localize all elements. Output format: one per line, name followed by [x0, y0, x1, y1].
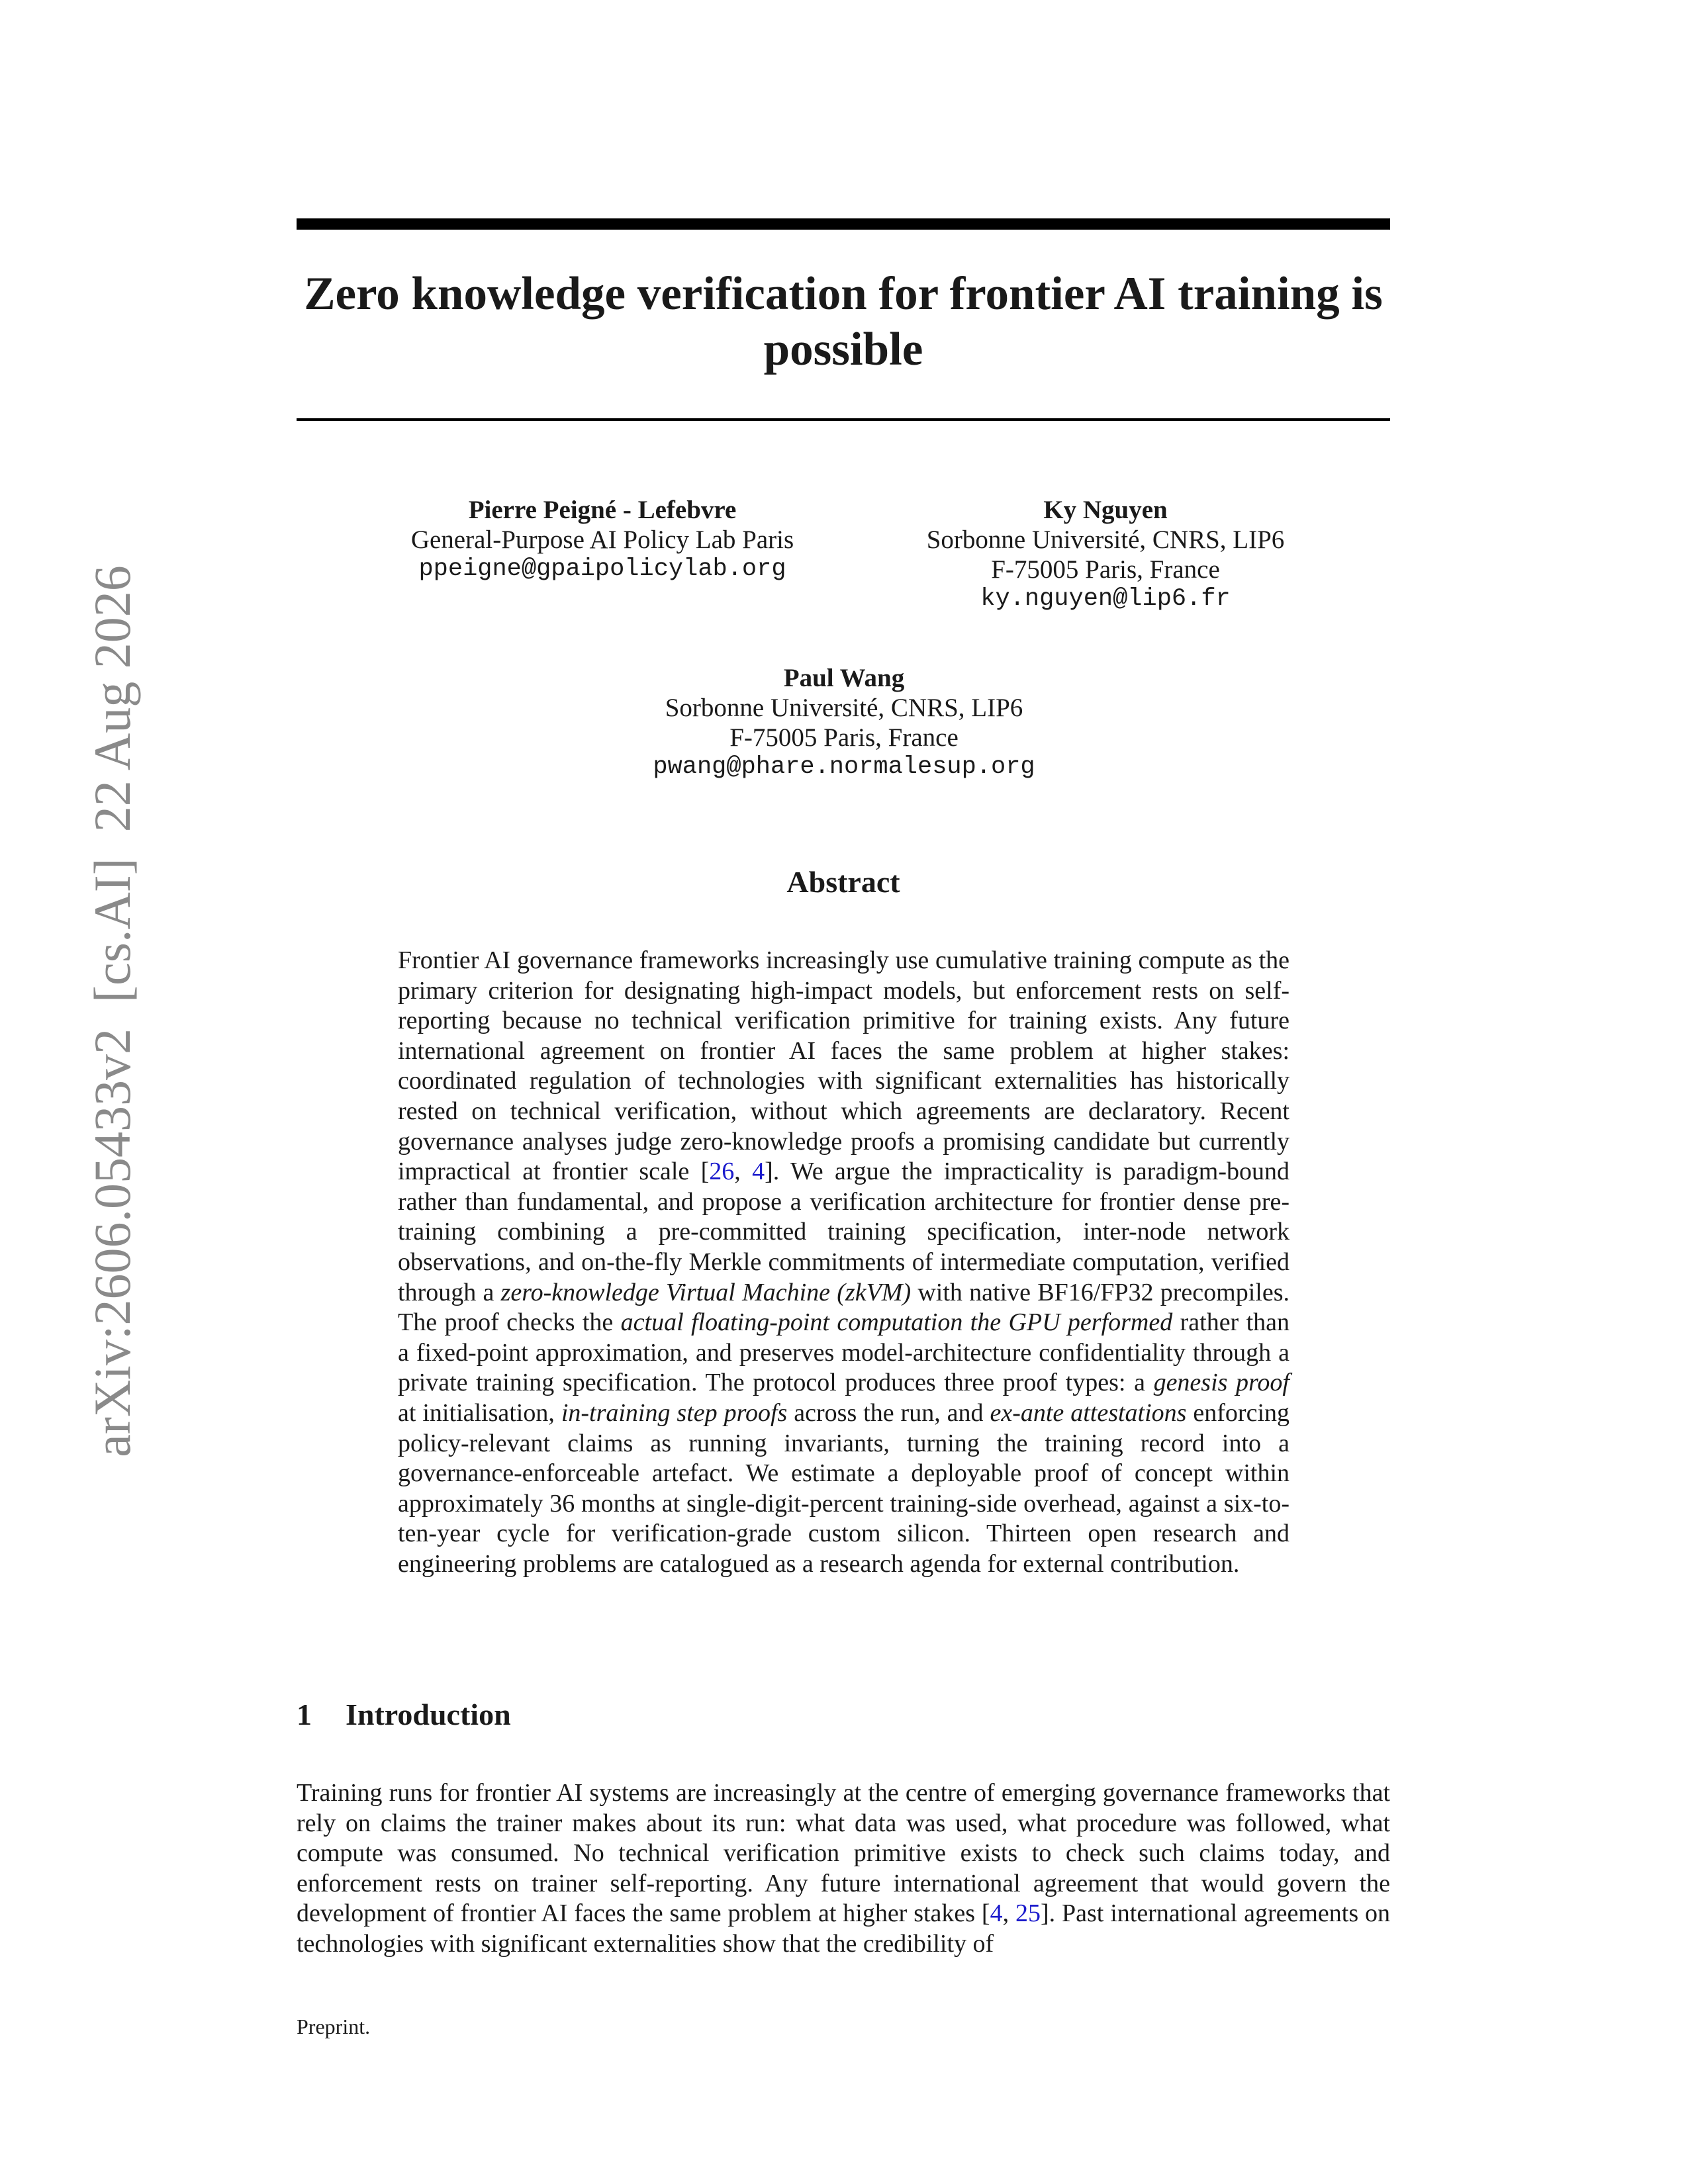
- author-name: Pierre Peigné - Lefebvre: [468, 496, 737, 524]
- footer-note: Preprint.: [297, 2015, 371, 2038]
- abstract-text: Frontier AI governance frameworks increasingly use cumulative training compute as the primary criterion for designating high-impact models, but enforcement rests on self-reporting because no technical verification primitive for training exists. Any future international agreement on frontier AI faces the same problem at higher stakes: coordinated regulation of technologies with significant externalities has historically rested on technical verification, without which agreements are declaratory. Recent governance analyses judge zero-knowledge proofs a promising candidate but currently impractical at frontier scale [: [398, 946, 1289, 1186]
- author-email[interactable]: ky.nguyen@lip6.fr: [980, 585, 1231, 613]
- section-number: 1: [297, 1698, 312, 1731]
- author-name: Ky Nguyen: [1043, 496, 1168, 524]
- paper-title: Zero knowledge verification for frontier AI training is possible: [304, 268, 1383, 375]
- abstract-heading: Abstract: [786, 865, 900, 899]
- abstract-paragraph: [398, 946, 1289, 1579]
- author-block: [371, 495, 834, 584]
- author-name: Paul Wang: [783, 664, 905, 692]
- abstract-emphasis: genesis proof: [1153, 1369, 1289, 1397]
- abstract-emphasis: zero-knowledge Virtual Machine (zkVM): [500, 1278, 912, 1306]
- citation-separator: ,: [734, 1158, 753, 1186]
- arxiv-identifier: arXiv:2606.05433v2 [cs.AI] 22 Aug 2026: [83, 565, 141, 1457]
- citation-separator: ,: [1002, 1899, 1015, 1928]
- section-heading: [297, 1696, 511, 1733]
- abstract-text: ]. We argue the impracticality is paradigm-bound rather than fundamental, and propose a verification architecture for frontier dense pre-training combining a pre-committed training specification, inter-node network observations, and on-the-fly Merkle commitments of intermediate computation, verified through a: [398, 1158, 1290, 1306]
- title-rule-top: [297, 218, 1390, 230]
- author-affiliation: Sorbonne Université, CNRS, LIP6: [665, 694, 1023, 722]
- title-rule-bottom: [297, 418, 1390, 421]
- author-block: [612, 663, 1076, 782]
- abstract-text: across the run, and: [787, 1398, 990, 1427]
- abstract-text: at initialisation,: [398, 1398, 561, 1427]
- author-affiliation: Sorbonne Université, CNRS, LIP6: [926, 525, 1285, 554]
- author-email[interactable]: pwang@phare.normalesup.org: [653, 753, 1035, 781]
- intro-paragraph: [297, 1778, 1390, 1960]
- intro-text: Training runs for frontier AI systems are increasingly at the centre of emerging governance frameworks that rely on claims the trainer makes about its run: what data was used, what procedure was followed, what compute was consumed. No technical verification primitive exists to check such claims today, and enforcement rests on trainer self-reporting. Any future international agreement that would govern the development of frontier AI faces the same problem at higher stakes [: [297, 1779, 1390, 1928]
- author-affiliation: General-Purpose AI Policy Lab Paris: [410, 525, 794, 554]
- author-address: F-75005 Paris, France: [991, 555, 1220, 584]
- section-title: Introduction: [346, 1698, 511, 1731]
- abstract-text: rather than a fixed-point approximation, and preserves model-architecture confidentiality through a private training specification. The protocol produces three proof types: a: [398, 1308, 1289, 1397]
- citation-link[interactable]: 26: [709, 1158, 735, 1186]
- citation-link[interactable]: 4: [990, 1899, 1003, 1928]
- author-block: [874, 495, 1337, 614]
- abstract-text: enforcing policy-relevant claims as running invariants, turning the training record into a governance-enforceable artefact. We estimate a deployable proof of concept within approximately 36 months at single-digit-percent training-side overhead, against a six-to-ten-year cycle for verification-grade custom silicon. Thirteen open research and engineering problems are catalogued as a research agenda for external contribution.: [398, 1398, 1290, 1578]
- intro-text: ]. Past international agreements on technologies with significant externalities show that the credibility of: [297, 1899, 1390, 1958]
- author-email[interactable]: ppeigne@gpaipolicylab.org: [418, 555, 786, 583]
- citation-link[interactable]: 4: [752, 1158, 765, 1186]
- abstract-emphasis: in-training step proofs: [561, 1398, 788, 1427]
- author-address: F-75005 Paris, France: [729, 723, 959, 752]
- abstract-emphasis: actual floating-point computation the GPU performed: [620, 1308, 1173, 1337]
- abstract-text: with native BF16/FP32 precompiles. The proof checks the: [398, 1278, 1289, 1337]
- citation-link[interactable]: 25: [1015, 1899, 1041, 1928]
- abstract-emphasis: ex-ante attestations: [990, 1398, 1187, 1427]
